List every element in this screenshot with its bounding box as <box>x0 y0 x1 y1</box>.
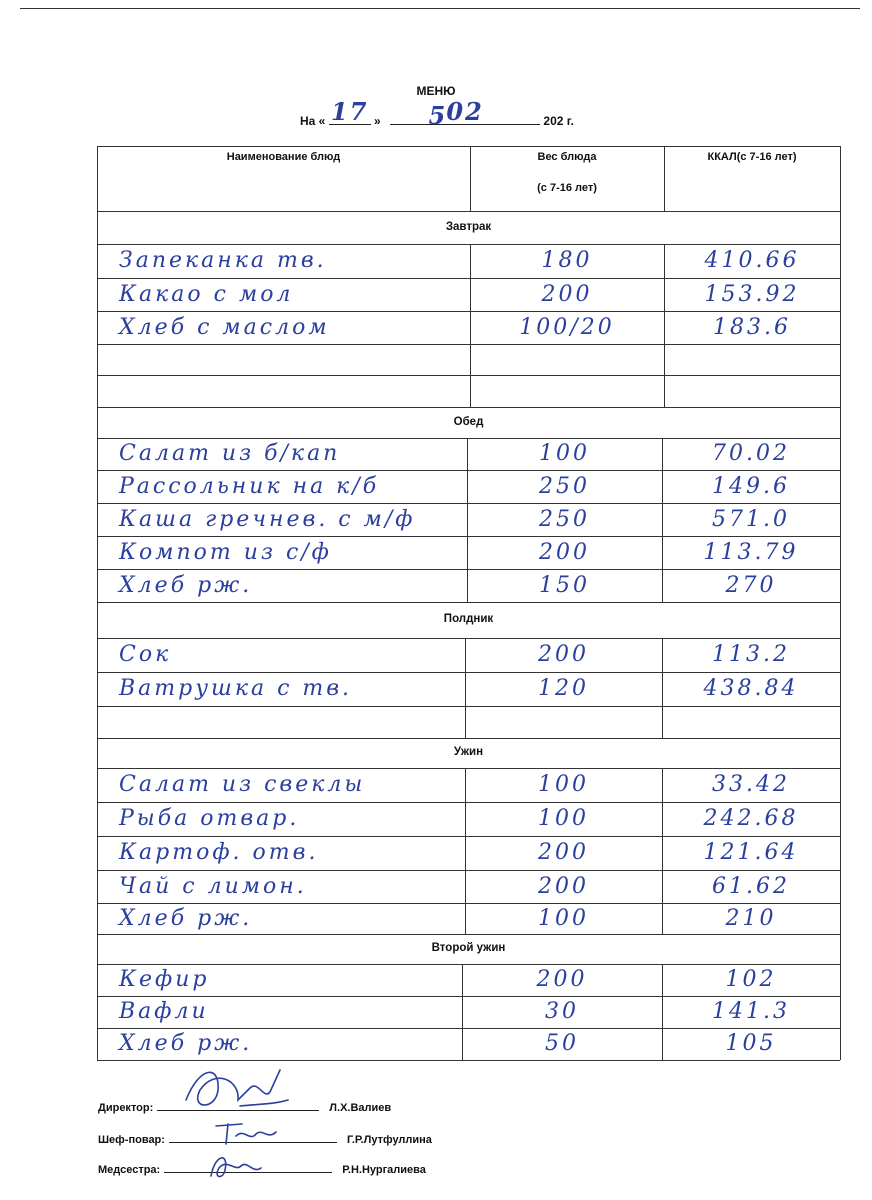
dish-kcal: 33.42 <box>712 772 790 797</box>
dish-kcal: 410.66 <box>704 248 800 273</box>
dish-name: Каша гречнев. с м/ф <box>119 507 416 532</box>
signatory-name: Р.Н.Нургалиева <box>342 1164 426 1176</box>
dish-weight: 100/20 <box>519 315 615 340</box>
column-header-dish: Наименование блюд <box>226 151 341 163</box>
column-header-weight: Вес блюда <box>537 151 597 163</box>
dish-name: Чай с лимон. <box>119 874 307 899</box>
dish-name: Вафли <box>119 999 209 1024</box>
table-rule <box>97 146 840 147</box>
month-value: 02 <box>446 97 484 126</box>
dish-weight: 120 <box>538 676 589 701</box>
dish-weight: 250 <box>539 474 590 499</box>
page-title: МЕНЮ <box>416 84 456 98</box>
dish-name: Какао с мол <box>119 282 294 307</box>
handwritten-signature <box>180 1060 290 1120</box>
dish-name: Запеканка тв. <box>119 248 327 273</box>
dish-kcal: 183.6 <box>713 315 791 340</box>
dish-weight: 50 <box>545 1031 579 1056</box>
signature-role: Медсестра: <box>98 1164 161 1176</box>
column-header-weight-age: (с 7-16 лет) <box>537 182 597 194</box>
dish-kcal: 438.84 <box>703 676 799 701</box>
dish-name: Хлеб рж. <box>119 573 253 598</box>
dish-name: Кефир <box>119 967 210 992</box>
dish-weight: 200 <box>538 642 589 667</box>
dish-name: Хлеб с маслом <box>119 315 330 340</box>
section-title: Завтрак <box>445 221 492 233</box>
dish-kcal: 113.2 <box>712 642 790 667</box>
year-suffix: г. <box>563 114 574 128</box>
signature-role: Директор: <box>98 1102 154 1114</box>
table-rule <box>97 211 840 212</box>
empty-row <box>97 345 840 374</box>
column-header-kcal: ККАЛ(с 7-16 лет) <box>707 151 797 163</box>
dish-name: Хлеб рж. <box>119 906 253 931</box>
year-printed: 202 <box>543 114 564 128</box>
dish-weight: 30 <box>545 999 579 1024</box>
section-title: Ужин <box>453 746 484 758</box>
dish-weight: 100 <box>538 772 589 797</box>
dish-kcal: 113.79 <box>703 540 799 565</box>
dish-kcal: 270 <box>725 573 777 598</box>
signatory-name: Л.Х.Валиев <box>329 1102 392 1114</box>
section-title: Полдник <box>443 613 494 625</box>
dish-kcal: 242.68 <box>703 806 799 831</box>
dish-weight: 150 <box>539 573 590 598</box>
date-mid: » <box>374 114 381 128</box>
dish-weight: 250 <box>539 507 590 532</box>
dish-weight: 200 <box>538 874 589 899</box>
dish-name: Рассольник на к/б <box>119 474 380 499</box>
section-title: Второй ужин <box>431 942 506 954</box>
dish-weight: 200 <box>539 540 590 565</box>
date-prefix: На « <box>300 114 326 128</box>
dish-name: Хлеб рж. <box>119 1031 253 1056</box>
empty-row <box>97 376 840 406</box>
dish-name: Салат из свеклы <box>119 772 366 797</box>
table-rule <box>97 934 840 935</box>
dish-weight: 180 <box>541 248 593 273</box>
dish-kcal: 61.62 <box>712 874 790 899</box>
signature-role: Шеф-повар: <box>98 1134 165 1146</box>
dish-kcal: 70.02 <box>712 441 790 466</box>
dish-kcal: 571.0 <box>712 507 790 532</box>
handwritten-signature <box>205 1150 265 1182</box>
dish-name: Рыба отвар. <box>119 806 300 831</box>
dish-name: Салат из б/кап <box>119 441 341 466</box>
dish-kcal: 102 <box>725 967 777 992</box>
table-rule <box>97 738 840 739</box>
dish-weight: 200 <box>538 840 589 865</box>
dish-kcal: 105 <box>725 1031 777 1056</box>
dish-weight: 200 <box>536 967 588 992</box>
dish-name: Картоф. отв. <box>119 840 319 865</box>
table-rule <box>97 602 840 603</box>
year-written: 5 <box>428 101 446 130</box>
dish-weight: 100 <box>538 906 589 931</box>
dish-weight: 200 <box>541 282 593 307</box>
dish-weight: 100 <box>538 806 589 831</box>
dish-name: Сок <box>119 642 172 667</box>
dish-kcal: 210 <box>725 906 777 931</box>
dish-kcal: 153.92 <box>704 282 800 307</box>
dish-name: Компот из с/ф <box>119 540 332 565</box>
dish-kcal: 149.6 <box>712 474 790 499</box>
handwritten-signature <box>212 1118 282 1148</box>
day-value: 17 <box>331 97 369 126</box>
dish-kcal: 121.64 <box>703 840 799 865</box>
table-column-rule <box>840 146 841 1060</box>
dish-name: Ватрушка с тв. <box>119 676 353 701</box>
section-title: Обед <box>453 416 484 428</box>
dish-kcal: 141.3 <box>712 999 790 1024</box>
dish-weight: 100 <box>539 441 590 466</box>
signatory-name: Г.Р.Лутфуллина <box>346 1134 432 1146</box>
table-rule <box>97 407 840 408</box>
empty-row <box>97 707 840 737</box>
